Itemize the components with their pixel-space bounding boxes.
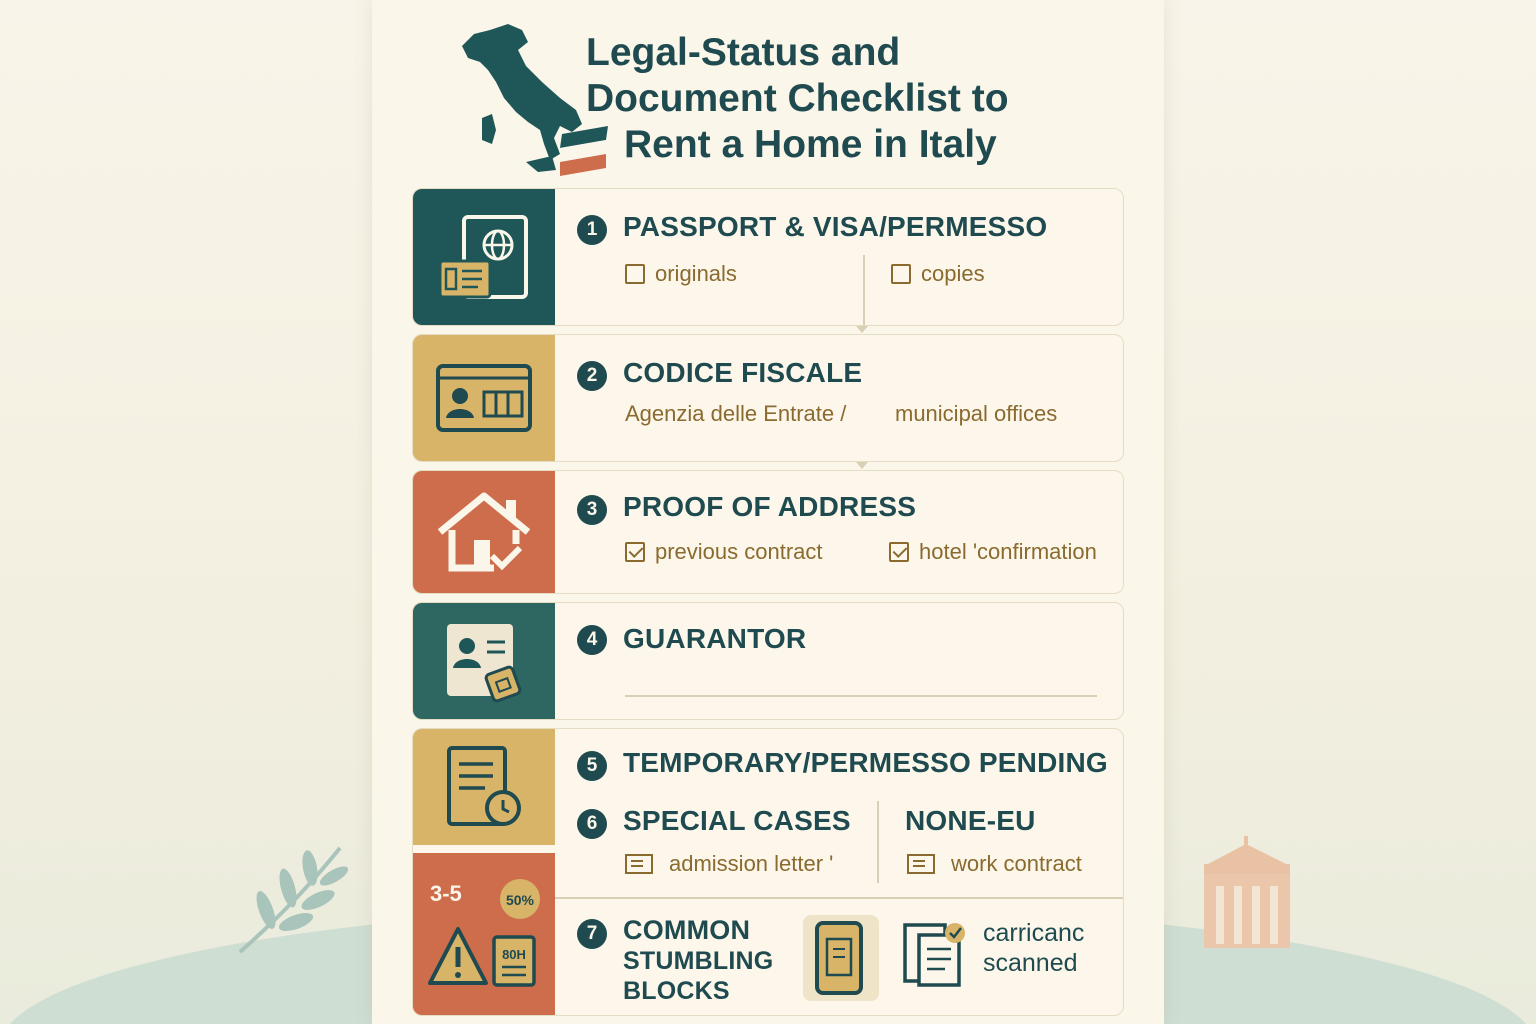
percent-label: 50% bbox=[505, 892, 535, 908]
item-label: work contract bbox=[951, 851, 1082, 876]
step-number: 5 bbox=[577, 751, 607, 781]
title-line-3: Rent a Home in Italy bbox=[624, 123, 997, 166]
badge-label: 80H bbox=[502, 947, 526, 962]
step-number: 7 bbox=[577, 919, 607, 949]
title-line-1: Legal-Status and bbox=[586, 31, 901, 74]
scanned-document-icon bbox=[901, 917, 975, 989]
divider bbox=[555, 897, 1124, 899]
checkbox-previous-contract[interactable] bbox=[625, 539, 823, 565]
checkbox-label: originals bbox=[655, 261, 737, 286]
checklist-poster bbox=[372, 0, 1164, 1024]
document-icon bbox=[907, 854, 935, 874]
phone-scan-icon bbox=[801, 913, 881, 1003]
step-heading: SPECIAL CASES bbox=[623, 805, 851, 836]
checkbox-copies[interactable] bbox=[891, 261, 985, 287]
connector-arrow bbox=[856, 326, 868, 333]
office-right: municipal offices bbox=[895, 401, 1058, 426]
checkbox-originals[interactable] bbox=[625, 261, 737, 287]
divider bbox=[863, 255, 865, 325]
divider bbox=[877, 801, 879, 883]
step-card-proof-of-address bbox=[412, 470, 1124, 594]
step-number: 3 bbox=[577, 495, 607, 525]
step-heading: CODICE FISCALE bbox=[623, 357, 863, 388]
step-5-tile bbox=[413, 729, 555, 845]
building-icon bbox=[1200, 836, 1300, 948]
pending-document-icon bbox=[441, 742, 527, 832]
step-number: 4 bbox=[577, 625, 607, 655]
item-label: admission letter ' bbox=[669, 851, 834, 876]
step-number: 1 bbox=[577, 215, 607, 245]
guarantor-document-icon bbox=[439, 618, 529, 704]
title-line-2: Document Checklist to bbox=[586, 77, 1009, 120]
office-left: Agenzia delle Entrate / bbox=[625, 401, 847, 426]
id-card-icon bbox=[434, 362, 534, 434]
connector-arrow bbox=[856, 462, 868, 469]
step-2-tile bbox=[413, 335, 555, 461]
step-heading-line: BLOCKS bbox=[623, 977, 730, 1005]
step-card-passport bbox=[412, 188, 1124, 326]
step-4-tile bbox=[413, 603, 555, 719]
checkbox-icon[interactable] bbox=[625, 264, 645, 284]
step-heading: TEMPORARY/PERMESSO PENDING bbox=[623, 747, 1108, 778]
passport-icon bbox=[432, 209, 536, 305]
olive-branch-icon bbox=[236, 840, 356, 960]
document-icon bbox=[625, 854, 653, 874]
step-number: 6 bbox=[577, 809, 607, 839]
signature-line bbox=[625, 695, 1097, 697]
checkbox-label: previous contract bbox=[655, 539, 823, 564]
step-7-tile bbox=[413, 853, 555, 1015]
scan-text-line: carricanc bbox=[983, 919, 1085, 947]
step-heading: GUARANTOR bbox=[623, 623, 807, 654]
step-number: 2 bbox=[577, 361, 607, 391]
checkbox-label: hotel 'confirmation bbox=[919, 539, 1097, 564]
months-label: 3-5 bbox=[430, 881, 462, 906]
checkbox-label: copies bbox=[921, 261, 985, 286]
step-card-codice-fiscale bbox=[412, 334, 1124, 462]
step-heading: PROOF OF ADDRESS bbox=[623, 491, 917, 522]
step-card-pending-special-blocks bbox=[412, 728, 1124, 1016]
item-admission-letter bbox=[625, 851, 833, 877]
page-title bbox=[586, 30, 1056, 168]
checkbox-checked-icon[interactable] bbox=[625, 542, 645, 562]
step-heading: PASSPORT & VISA/PERMESSO bbox=[623, 211, 1048, 242]
checkbox-icon[interactable] bbox=[891, 264, 911, 284]
house-check-icon bbox=[434, 490, 534, 574]
warning-icon bbox=[424, 859, 544, 1009]
checkbox-hotel-confirmation[interactable] bbox=[889, 539, 1097, 565]
step-heading-line: COMMON bbox=[623, 915, 751, 945]
step-heading-right: NONE-EU bbox=[905, 805, 1036, 836]
step-card-guarantor bbox=[412, 602, 1124, 720]
step-heading-line: STUMBLING bbox=[623, 947, 774, 975]
step-1-tile bbox=[413, 189, 555, 325]
item-work-contract bbox=[907, 851, 1082, 877]
checkbox-checked-icon[interactable] bbox=[889, 542, 909, 562]
scan-text-line: scanned bbox=[983, 949, 1078, 977]
step-3-tile bbox=[413, 471, 555, 593]
